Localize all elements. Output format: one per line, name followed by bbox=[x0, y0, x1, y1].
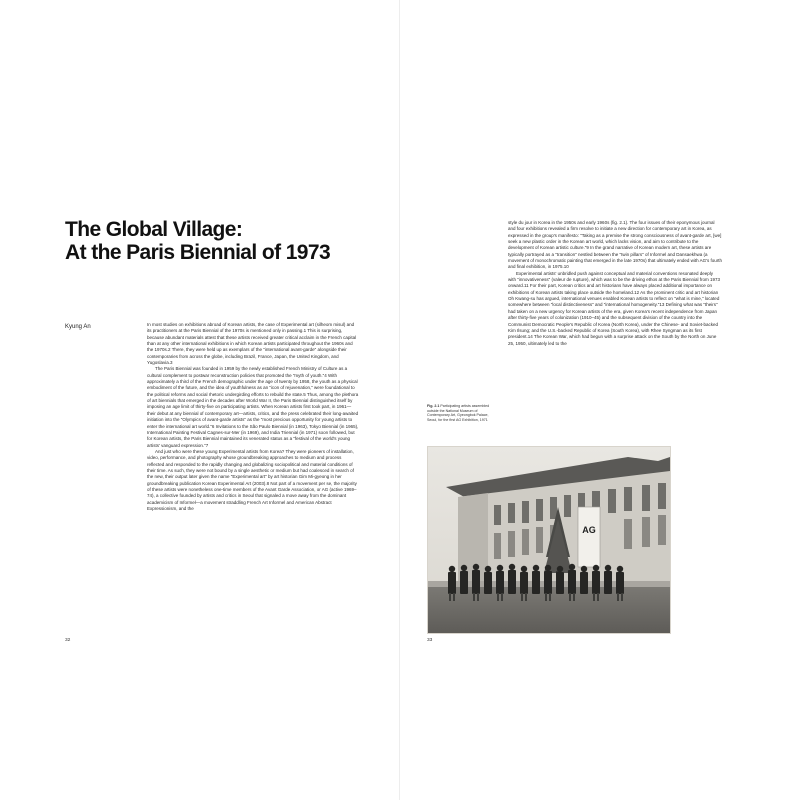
figure-label: Fig. 2.1 bbox=[427, 404, 440, 408]
chapter-title bbox=[65, 218, 385, 264]
author-name: Kyung An bbox=[65, 324, 91, 330]
body-paragraph: The Paris Biennial was founded in 1959 by the newly established French Ministry of Culture as a cultural complement to postwar reconstruction policies that promoted the "myth of youth."4 With approximately a third of the French demographic under the age of twenty by 1958, the youth as a physical embodiment of the future, and the idea of youthfulness as an "icon of rejuvenation," were foundational to the political reforms and social rhetoric undergirding efforts to rebuild the state.5 Thus, among the plethora of art biennials that emerged in the decades after World War II, the Paris Biennial distinguished itself by imposing an age limit of thirty-five on participating artists. When Korean artists first took part, in 1961—their debut at any biennial of contemporary art—artists, critics, and the press celebrated their long-awaited initiation into the "Olympics of avant-garde artists" as the "most precious opportunity for young artists to enter the international art world."6 Invitations to the São Paulo Biennial (in 1963), Tokyo Biennial (in 1965), International Painting Festival Cagnes-sur-Mer (in 1969), and India Triennial (in 1971) soon followed, but for Korean artists, the Paris Biennial maintained its venerated status as a "festival of the world's young artists' vanguard expression."7 bbox=[147, 366, 359, 448]
right-body-text bbox=[508, 220, 722, 440]
historical-photo bbox=[427, 446, 671, 634]
museum-group-photo bbox=[428, 447, 670, 633]
page-number-left: 32 bbox=[65, 638, 71, 643]
ag-banner-text: AG bbox=[582, 525, 596, 535]
ag-banner bbox=[578, 507, 600, 567]
body-paragraph: Experimental artists' unbridled push against conceptual and material conventions resonated deeply with "innovativeness" (valeur de rupture), which was to be the driving ethos at the Paris Biennial from 1973 onward.11 For their part, Korean critics and art historians have always placed additional importance on exhibitions of Korean artists taking place outside the homeland.12 As the prominent critic and art historian Oh Kwang-su has argued, international venues enabled Korean artists to reflect on "what is mine," located somewhere between "local distinctiveness" and "international homogeneity."13 Defining what was "theirs" had taken on a new urgency for Korean artists of the era, given Korea's recent independence from Japan after thirty-five years of colonization (1910–45) and the subsequent division of the country into the Communist Democratic People's Republic of Korea (North Korea), under the Chinese- and Soviet-backed Kim Ilsung; and the U.S.-backed Republic of Korea (South Korea), with Rhee Syngman as its first president.14 The Korean War, which had begun with a surprise attack on the South by the North on June 25, 1950, ultimately led to the bbox=[508, 270, 721, 346]
page-number-right: 33 bbox=[427, 638, 433, 643]
figure-caption-text: Participating artists assembled outside the National Museum of Contemporary Art, Gyeongbok Palace, Seoul, for the first AG Exhibition, 1971 bbox=[427, 404, 490, 422]
figure-caption bbox=[427, 404, 491, 422]
chapter-title-line-1: The Global Village: bbox=[65, 218, 243, 241]
body-paragraph: style du jour in Korea in the 1950s and early 1960s (fig. 2.1). The four issues of their eponymous journal and four exhibitions revealed a firm resolve to initiate a new direction for contemporary art in Korea, as expressed in the group's manifesto: "Taking as a premise the strong consciousness of avant-garde art, [we] seek a new plastic order in the Korean art world, which lacks vision, and aim to contribute to the development of Korean artistic culture."9 In the grand narrative of Korean modern art, these artists are typically portrayed as a "transition" nestled between the "twin pillars" of Informel and Dansaekhwa (a movement of monochromatic painting that emerged in the late 1970s) that ultimately ended with AG's fourth and final exhibition, in 1975.10 bbox=[508, 220, 722, 270]
left-body-text bbox=[147, 322, 359, 632]
body-paragraph: And just who were these young Experimental artists from Korea? They were pioneers of installation, video, performance, and photography whose groundbreaking approaches to medium and process reflected and responded to the rapidly changing and globalizing sociopolitical and material conditions of their time. As such, they were not bound by a single aesthetic or medium but had coalesced in search of the new, their output later given the name "Experimental art" by art historian Gim Mi-gyeong in her groundbreaking publication Korean Experimental Art (2003).8 Not part of a movement per se, the majority of these artists were nonetheless one-time members of the Avant Garde Association, or AG (active 1969–74), a collective founded by artists and critics in Seoul that signaled a move away from the dominant academicism of Informel—a movement straddling French Art Informel and American Abstract Expressionism, and the bbox=[147, 448, 357, 511]
chapter-title-line-2: At the Paris Biennial of 1973 bbox=[65, 241, 331, 264]
group-of-people bbox=[448, 564, 624, 594]
body-paragraph: In most studies on exhibitions abroad of Korean artists, the case of Experimental art (silheom misul) and its practitioners at the Paris Biennial of the 1970s is mentioned only in passing.1 This is surprising, because abundant materials attest that these artists received greater critical acclaim in the French capital than at any other international exhibitions in which Korean artists participated throughout the 1960s and the 1970s.2 There, they were held up as exemplars of the "international avant-garde" alongside their contemporaries from across the globe, including Brazil, France, Japan, the United Kingdom, and Yugoslavia.3 bbox=[147, 322, 357, 366]
